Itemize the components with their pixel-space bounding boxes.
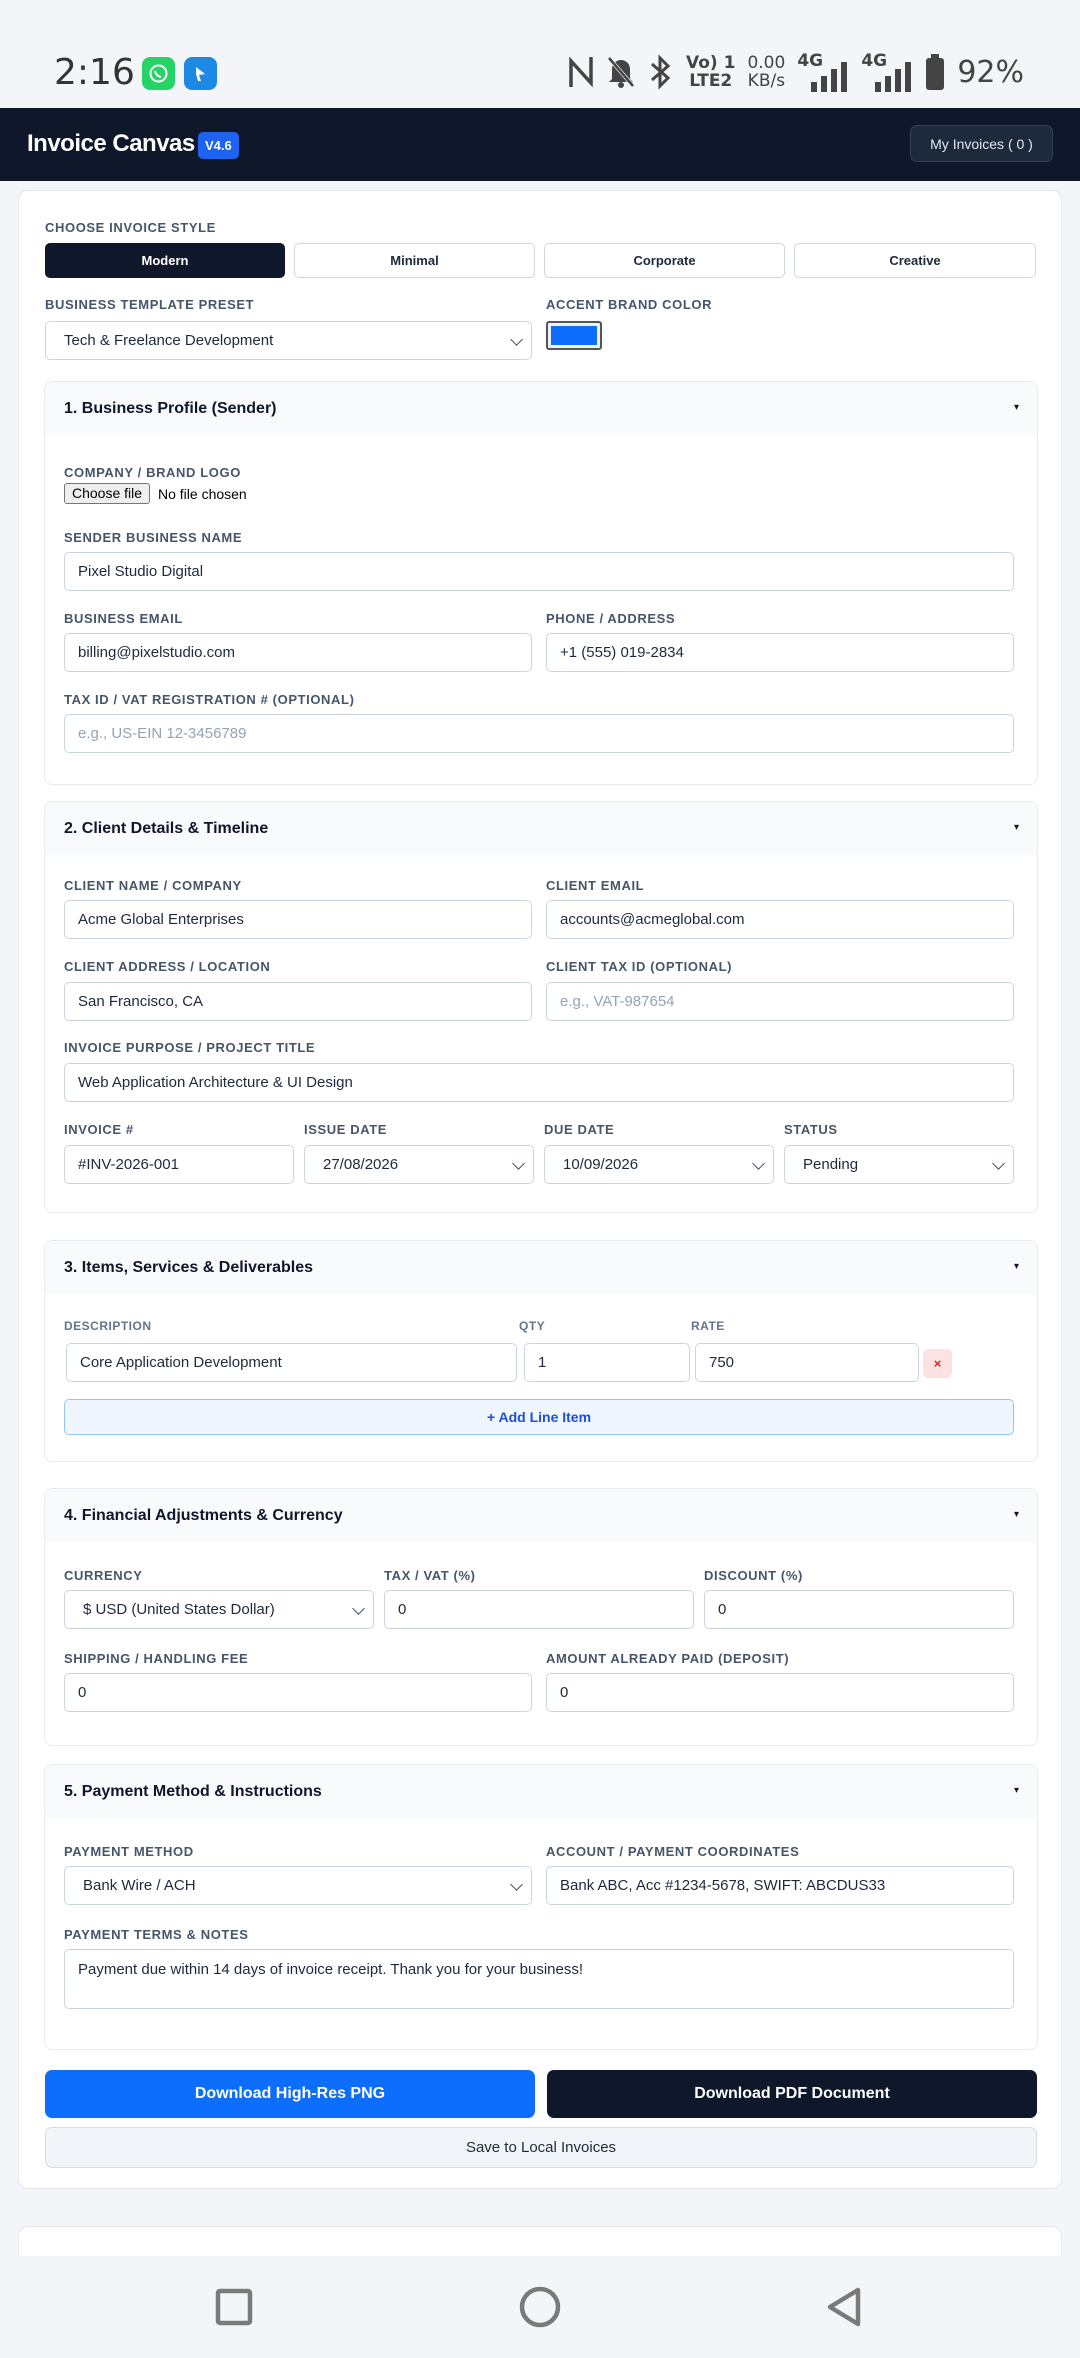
tax-id-input[interactable]: e.g., US-EIN 12-3456789 xyxy=(64,714,1014,753)
style-minimal-button[interactable]: Minimal xyxy=(294,243,535,278)
battery-icon xyxy=(925,54,945,90)
file-status-text: No file chosen xyxy=(158,486,247,502)
business-profile-section xyxy=(44,381,1038,785)
payment-notes-textarea[interactable]: Payment due within 14 days of invoice receipt. Thank you for your business! xyxy=(64,1949,1014,2009)
client-email-input[interactable]: accounts@acmeglobal.com xyxy=(546,900,1014,939)
chevron-down-icon xyxy=(512,1157,525,1170)
collapse-toggle-icon[interactable]: ▾ xyxy=(1013,1509,1019,1520)
recents-icon[interactable] xyxy=(209,2282,259,2332)
nfc-icon xyxy=(568,55,594,89)
purpose-label: INVOICE PURPOSE / PROJECT TITLE xyxy=(64,1040,316,1055)
qty-column-header: QTY xyxy=(519,1319,546,1333)
payment-method-select[interactable]: Bank Wire / ACH xyxy=(64,1866,532,1905)
issue-date-select[interactable]: 27/08/2026 xyxy=(304,1145,534,1184)
item-qty-input[interactable]: 1 xyxy=(524,1343,690,1382)
add-line-item-button[interactable]: + Add Line Item xyxy=(64,1399,1014,1435)
section-header[interactable]: 5. Payment Method & Instructions ▾ xyxy=(45,1765,1037,1818)
download-png-button[interactable]: Download High-Res PNG xyxy=(45,2070,535,2118)
phone-label: PHONE / ADDRESS xyxy=(546,611,676,626)
sender-name-label: SENDER BUSINESS NAME xyxy=(64,530,243,545)
due-date-select[interactable]: 10/09/2026 xyxy=(544,1145,774,1184)
invoice-number-input[interactable]: #INV-2026-001 xyxy=(64,1145,294,1184)
section-header[interactable]: 4. Financial Adjustments & Currency ▾ xyxy=(45,1489,1037,1542)
client-address-label: CLIENT ADDRESS / LOCATION xyxy=(64,959,271,974)
mute-icon xyxy=(606,55,636,89)
rate-column-header: RATE xyxy=(691,1319,725,1333)
client-name-label: CLIENT NAME / COMPANY xyxy=(64,878,242,893)
invoice-form-card xyxy=(18,190,1062,2189)
battery-percent: 92% xyxy=(957,54,1024,90)
tax-vat-label: TAX / VAT (%) xyxy=(384,1568,476,1583)
status-time: 2:16 xyxy=(54,52,135,93)
client-tax-input[interactable]: e.g., VAT-987654 xyxy=(546,982,1014,1021)
signal-icon-1: 4G xyxy=(797,52,849,92)
whatsapp-notification-icon xyxy=(142,57,175,90)
signal-icon-2: 4G xyxy=(861,52,913,92)
invoice-number-label: INVOICE # xyxy=(64,1122,134,1137)
collapse-toggle-icon[interactable]: ▾ xyxy=(1013,402,1019,413)
save-local-button[interactable]: Save to Local Invoices xyxy=(45,2127,1037,2168)
client-email-label: CLIENT EMAIL xyxy=(546,878,645,893)
currency-select[interactable]: $ USD (United States Dollar) xyxy=(64,1590,374,1629)
description-column-header: DESCRIPTION xyxy=(64,1319,152,1333)
discount-label: DISCOUNT (%) xyxy=(704,1568,803,1583)
item-rate-input[interactable]: 750 xyxy=(695,1343,919,1382)
discount-input[interactable]: 0 xyxy=(704,1590,1014,1629)
accent-label: ACCENT BRAND COLOR xyxy=(546,297,713,312)
system-nav-bar xyxy=(0,2256,1080,2358)
data-speed: 0.00 KB/s xyxy=(747,53,786,91)
tax-vat-input[interactable]: 0 xyxy=(384,1590,694,1629)
chevron-down-icon xyxy=(352,1602,365,1615)
section-header[interactable]: 2. Client Details & Timeline ▾ xyxy=(45,802,1037,855)
financial-adjustments-section xyxy=(44,1488,1038,1746)
preview-card-top xyxy=(18,2226,1062,2256)
home-icon[interactable] xyxy=(515,2282,565,2332)
my-invoices-button[interactable]: My Invoices ( 0 ) xyxy=(910,125,1053,162)
style-corporate-button[interactable]: Corporate xyxy=(544,243,785,278)
shipping-label: SHIPPING / HANDLING FEE xyxy=(64,1651,249,1666)
account-coordinates-label: ACCOUNT / PAYMENT COORDINATES xyxy=(546,1844,800,1859)
issue-date-label: ISSUE DATE xyxy=(304,1122,388,1137)
app-brand: Invoice Canvas xyxy=(27,130,195,157)
style-label: CHOOSE INVOICE STYLE xyxy=(45,220,216,235)
sender-name-input[interactable]: Pixel Studio Digital xyxy=(64,552,1014,591)
chevron-down-icon xyxy=(510,1878,523,1891)
client-details-section xyxy=(44,801,1038,1213)
email-label: BUSINESS EMAIL xyxy=(64,611,183,626)
payment-method-section xyxy=(44,1764,1038,2050)
deposit-input[interactable]: 0 xyxy=(546,1673,1014,1712)
choose-file-button[interactable]: Choose file xyxy=(64,483,150,504)
currency-label: CURRENCY xyxy=(64,1568,143,1583)
account-coordinates-input[interactable]: Bank ABC, Acc #1234-5678, SWIFT: ABCDUS33 xyxy=(546,1866,1014,1905)
messenger-notification-icon xyxy=(184,57,217,90)
business-email-input[interactable]: billing@pixelstudio.com xyxy=(64,633,532,672)
client-tax-label: CLIENT TAX ID (OPTIONAL) xyxy=(546,959,733,974)
status-icons xyxy=(568,50,1024,94)
section-header[interactable]: 1. Business Profile (Sender) ▾ xyxy=(45,382,1037,435)
accent-color-picker[interactable] xyxy=(546,321,602,350)
preset-select[interactable]: Tech & Freelance Development xyxy=(45,321,532,360)
line-items-section xyxy=(44,1240,1038,1462)
remove-item-button[interactable]: × xyxy=(923,1349,952,1378)
payment-method-label: PAYMENT METHOD xyxy=(64,1844,194,1859)
shipping-input[interactable]: 0 xyxy=(64,1673,532,1712)
app-header xyxy=(0,108,1080,181)
collapse-toggle-icon[interactable]: ▾ xyxy=(1013,1261,1019,1272)
tax-id-label: TAX ID / VAT REGISTRATION # (OPTIONAL) xyxy=(64,692,355,707)
status-label: STATUS xyxy=(784,1122,838,1137)
project-title-input[interactable]: Web Application Architecture & UI Design xyxy=(64,1063,1014,1102)
collapse-toggle-icon[interactable]: ▾ xyxy=(1013,822,1019,833)
deposit-label: AMOUNT ALREADY PAID (DEPOSIT) xyxy=(546,1651,790,1666)
client-address-input[interactable]: San Francisco, CA xyxy=(64,982,532,1021)
payment-notes-label: PAYMENT TERMS & NOTES xyxy=(64,1927,249,1942)
back-icon[interactable] xyxy=(820,2282,870,2332)
version-badge: V4.6 xyxy=(198,132,239,159)
status-select[interactable]: Pending xyxy=(784,1145,1014,1184)
item-description-input[interactable]: Core Application Development xyxy=(66,1343,517,1382)
style-modern-button[interactable]: Modern xyxy=(45,243,285,278)
network-type: Vo) 1 LTE2 xyxy=(686,53,736,91)
section-header[interactable]: 3. Items, Services & Deliverables ▾ xyxy=(45,1241,1037,1294)
client-name-input[interactable]: Acme Global Enterprises xyxy=(64,900,532,939)
chevron-down-icon xyxy=(510,333,523,346)
download-pdf-button[interactable]: Download PDF Document xyxy=(547,2070,1037,2118)
logo-label: COMPANY / BRAND LOGO xyxy=(64,465,241,480)
bluetooth-icon xyxy=(648,54,674,90)
phone-input[interactable]: +1 (555) 019-2834 xyxy=(546,633,1014,672)
chevron-down-icon xyxy=(992,1157,1005,1170)
due-date-label: DUE DATE xyxy=(544,1122,615,1137)
preset-label: BUSINESS TEMPLATE PRESET xyxy=(45,297,255,312)
chevron-down-icon xyxy=(752,1157,765,1170)
style-creative-button[interactable]: Creative xyxy=(794,243,1036,278)
collapse-toggle-icon[interactable]: ▾ xyxy=(1013,1785,1019,1796)
status-bar xyxy=(0,0,1080,108)
